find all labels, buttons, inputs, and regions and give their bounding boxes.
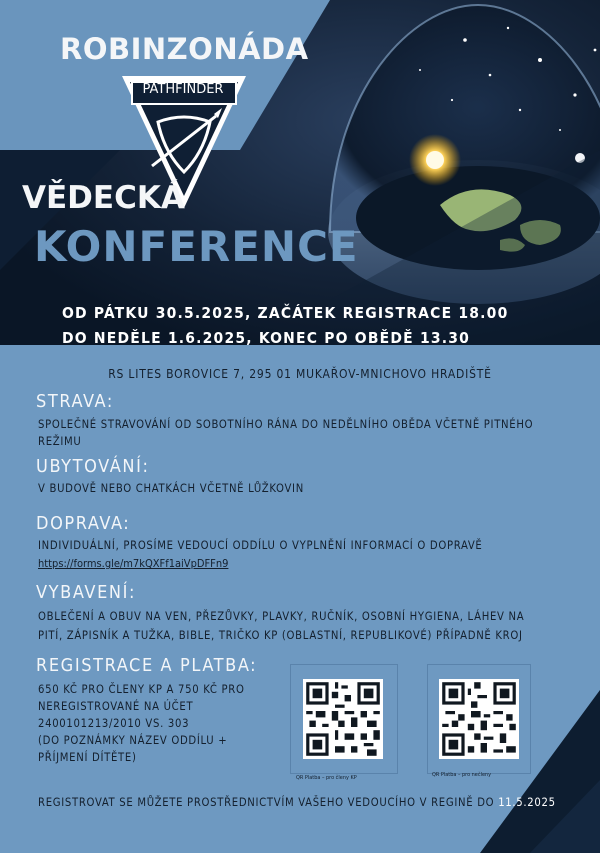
logo-text: PATHFINDER [142,82,224,97]
doprava-form-link[interactable]: https://forms.gle/m7kQXFf1aiVpDFFn9 [38,557,229,570]
date-start: OD PÁTKU 30.5.2025, ZAČÁTEK REGISTRACE 18.00 [62,304,509,322]
registrace-heading: REGISTRACE A PLATBA: [36,655,258,676]
registrace-line: 2400101213/2010 VS. 303 [38,717,190,730]
qr-code-members-label: QR Platba – pro členy KP [296,775,357,781]
qr-code-nonmembers [427,664,531,774]
registrace-line: (DO POZNÁMKY NÁZEV ODDÍLU + [38,734,228,747]
footer-deadline: 11.5.2025 [498,796,556,809]
poster-title: ROBINZONÁDA [60,32,309,66]
subtitle-line1: VĚDECKÁ [22,180,185,216]
doprava-text: INDIVIDUÁLNÍ, PROSÍME VEDOUCÍ ODDÍLU O VYPLNĚNÍ INFORMACÍ O DOPRAVĚ [38,539,483,552]
date-end: DO NEDĚLE 1.6.2025, KONEC PO OBĚDĚ 13.30 [62,329,471,347]
qr-code-nonmembers-icon [439,679,519,759]
strava-heading: STRAVA: [36,391,114,412]
ubytovani-text: V BUDOVĚ NEBO CHATKÁCH VČETNĚ LŮŽKOVIN [38,482,304,495]
qr-code-members-icon [303,679,383,759]
registrace-line: NEREGISTROVANÉ NA ÚČET [38,700,194,713]
strava-text-2: REŽIMU [38,435,82,448]
vybaveni-text-1: OBLEČENÍ A OBUV NA VEN, PŘEZŮVKY, PLAVKY, RUČNÍK, OSOBNÍ HYGIENA, LÁHEV NA [38,610,525,623]
subtitle-line2: KONFERENCE [34,222,359,271]
address: RS LITES BOROVICE 7, 295 01 MUKAŘOV-MNICHOVO HRADIŠTĚ [108,367,492,381]
qr-code-members [290,664,398,774]
vybaveni-text-2: PITÍ, ZÁPISNÍK A TUŽKA, BIBLE, TRIČKO KP (OBLASTNÍ, REPUBLIKOVÉ) PŘÍPADNĚ KROJ [38,629,523,642]
registrace-line: 650 KČ PRO ČLENY KP A 750 KČ PRO [38,683,245,696]
ubytovani-heading: UBYTOVÁNÍ: [36,456,150,477]
qr-code-nonmembers-label: QR Platba – pro nečleny [432,772,492,778]
footer-text [38,796,556,809]
registrace-line: PŘÍJMENÍ DÍTĚTE) [38,751,137,764]
doprava-heading: DOPRAVA: [36,513,131,534]
registrace-text [38,681,288,766]
strava-text-1: SPOLEČNÉ STRAVOVÁNÍ OD SOBOTNÍHO RÁNA DO NEDĚLNÍHO OBĚDA VČETNĚ PITNÉHO [38,418,534,431]
footer-message: REGISTROVAT SE MŮŽETE PROSTŘEDNICTVÍM VAŠEHO VEDOUCÍHO V REGINĚ DO [38,796,495,809]
vybaveni-heading: VYBAVENÍ: [36,582,137,603]
